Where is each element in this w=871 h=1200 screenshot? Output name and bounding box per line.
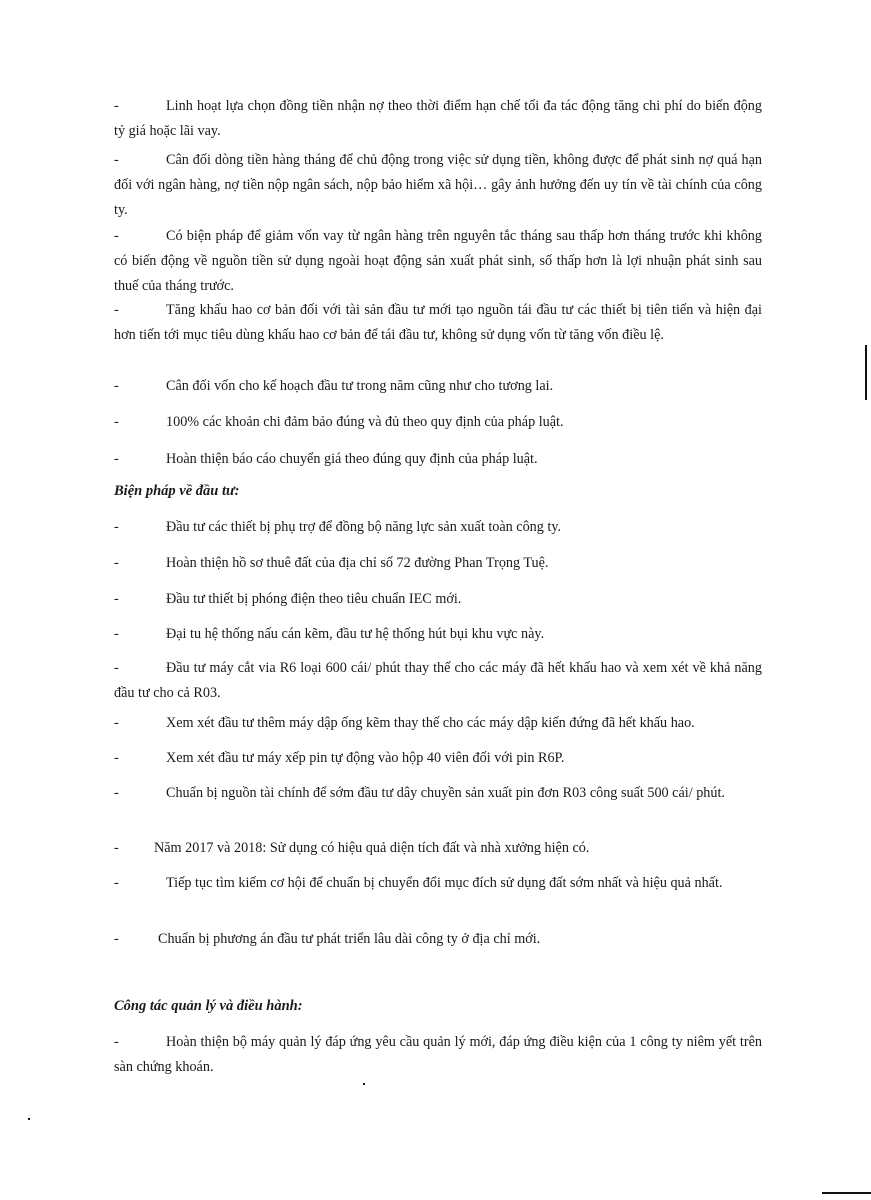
list-item <box>114 515 762 540</box>
item-text: Hoàn thiện hồ sơ thuê đất của địa chỉ số 72 đường Phan Trọng Tuệ. <box>166 555 549 571</box>
item-text: Đầu tư các thiết bị phụ trợ để đồng bộ năng lực sản xuất toàn công ty. <box>166 519 562 535</box>
bullet-dash: - <box>114 152 119 168</box>
list-item <box>114 927 762 952</box>
item-text: Tăng khấu hao cơ bản đối với tài sản đầu tư mới tạo nguồn tái đầu tư các thiết bị tiên tiến và hiện đại hơn tiến tới mục tiêu dùng khấu hao cơ bản để tái đầu tư, không sử dụng vốn từ tăng vốn điều lệ. <box>114 302 762 343</box>
item-text: Đại tu hệ thống nấu cán kẽm, đầu tư hệ thống hút bụi khu vực này. <box>166 626 545 642</box>
item-text: Cân đối vốn cho kế hoạch đầu tư trong năm cũng như cho tương lai. <box>166 378 554 394</box>
bullet-dash: - <box>114 228 119 244</box>
item-text: Hoàn thiện báo cáo chuyển giá theo đúng quy định của pháp luật. <box>166 451 538 467</box>
bullet-dash: - <box>114 840 119 856</box>
section-heading-management: Công tác quản lý và điều hành: <box>114 998 303 1014</box>
scan-dot <box>363 1083 365 1085</box>
section-heading-investment: Biện pháp về đầu tư: <box>114 483 240 499</box>
list-item <box>114 447 762 472</box>
list-item <box>114 94 762 144</box>
scan-edge-mark <box>822 1192 871 1194</box>
list-item <box>114 298 762 348</box>
list-item <box>114 836 762 861</box>
list-item <box>114 224 762 299</box>
item-text: Hoàn thiện bộ máy quản lý đáp ứng yêu cầu quản lý mới, đáp ứng điều kiện của 1 công ty niêm yết trên sàn chứng khoán. <box>114 1034 762 1075</box>
item-text: Linh hoạt lựa chọn đồng tiền nhận nợ theo thời điểm hạn chế tối đa tác động tăng chi phí do biến động tỷ giá hoặc lãi vay. <box>114 98 762 139</box>
list-item <box>114 1030 762 1080</box>
bullet-dash: - <box>114 785 119 801</box>
bullet-dash: - <box>114 715 119 731</box>
item-text: Cân đối dòng tiền hàng tháng để chủ động trong việc sử dụng tiền, không được để phát sinh nợ quá hạn đối với ngân hàng, nợ tiền nộp ngân sách, nộp bảo hiểm xã hội… gây ảnh hưởng đến uy tín về tài chính của công ty. <box>114 152 762 218</box>
item-text: Đầu tư máy cắt via R6 loại 600 cái/ phút thay thế cho các máy đã hết khấu hao và xem xét về khả năng đầu tư cho cả R03. <box>114 660 762 701</box>
bullet-dash: - <box>114 98 119 114</box>
list-item <box>114 656 762 706</box>
list-item <box>114 551 762 576</box>
item-text: Chuẩn bị phương án đầu tư phát triển lâu dài công ty ở địa chỉ mới. <box>158 931 541 947</box>
bullet-dash: - <box>114 302 119 318</box>
item-text: Chuẩn bị nguồn tài chính để sớm đầu tư dây chuyền sản xuất pin đơn R03 công suất 500 cái/ phút. <box>166 785 725 801</box>
item-text: Đầu tư thiết bị phóng điện theo tiêu chuẩn IEC mới. <box>166 591 462 607</box>
bullet-dash: - <box>114 378 119 394</box>
bullet-dash: - <box>114 660 119 676</box>
list-item <box>114 148 762 223</box>
list-item <box>114 374 762 399</box>
bullet-dash: - <box>114 414 119 430</box>
item-text: Xem xét đầu tư máy xếp pin tự động vào hộp 40 viên đối với pin R6P. <box>166 750 565 766</box>
list-item <box>114 622 762 647</box>
bullet-dash: - <box>114 931 119 947</box>
list-item <box>114 711 762 736</box>
list-item <box>114 587 762 612</box>
item-text: Tiếp tục tìm kiếm cơ hội để chuẩn bị chuyển đổi mục đích sử dụng đất sớm nhất và hiệu quả nhất. <box>166 875 723 891</box>
item-text: 100% các khoản chi đảm bảo đúng và đủ theo quy định của pháp luật. <box>166 414 564 430</box>
item-text: Năm 2017 và 2018: Sử dụng có hiệu quả diện tích đất và nhà xưởng hiện có. <box>154 840 590 856</box>
scan-dot <box>28 1118 30 1120</box>
item-text: Có biện pháp để giảm vốn vay từ ngân hàng trên nguyên tắc tháng sau thấp hơn tháng trước khi không có biến động về nguồn tiền sử dụng ngoài hoạt động sản xuất phát sinh, số thấp hơn là lợi nhuận phát sinh sau thuế của tháng trước. <box>114 228 762 294</box>
bullet-dash: - <box>114 555 119 571</box>
bullet-dash: - <box>114 519 119 535</box>
bullet-dash: - <box>114 1034 119 1050</box>
bullet-dash: - <box>114 451 119 467</box>
item-text: Xem xét đầu tư thêm máy dập ống kẽm thay thế cho các máy dập kiến đứng đã hết khấu hao. <box>166 715 695 731</box>
bullet-dash: - <box>114 875 119 891</box>
scan-edge-mark <box>865 345 867 400</box>
list-item <box>114 410 762 435</box>
list-item <box>114 746 762 771</box>
bullet-dash: - <box>114 750 119 766</box>
bullet-dash: - <box>114 591 119 607</box>
list-item <box>114 871 762 896</box>
list-item <box>114 781 762 806</box>
bullet-dash: - <box>114 626 119 642</box>
